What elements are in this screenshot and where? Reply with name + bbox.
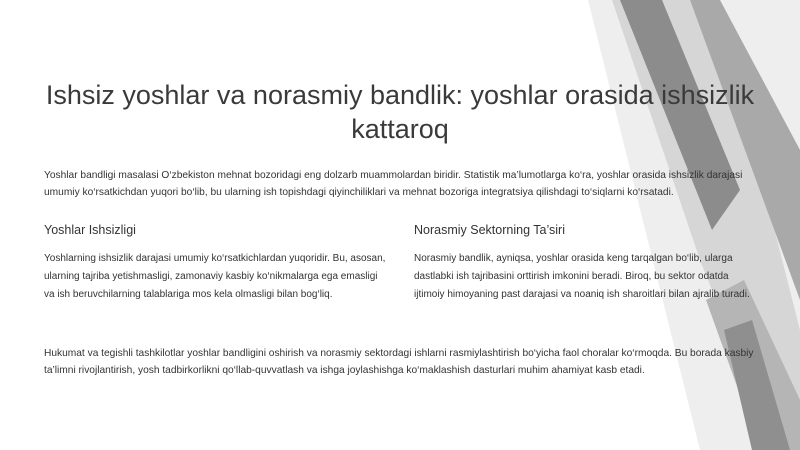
column-body: Norasmiy bandlik, ayniqsa, yoshlar orasida keng tarqalgan bo‘lib, ularga dastlabki ish tajribasini orttirish imkonini beradi. Biroq, bu sektor odatda ijtimoiy himoyaning past darajasi va noaniq ish sharoitlari bilan ajralib turadi.	[414, 253, 750, 300]
column-youth-unemployment	[44, 222, 387, 304]
column-body: Yoshlarning ishsizlik darajasi umumiy ko‘rsatkichlardan yuqoridir. Bu, asosan, ularning tajriba yetishmasligi, zamonaviy kasbiy ko‘nikmalarga ega emasligi va ish beruvchilarning talablariga mos kela olmasligi bilan bog‘liq.	[44, 253, 386, 300]
slide-title: Ishsiz yoshlar va norasmiy bandlik: yoshlar orasida ishsizlik kattaroq	[45, 80, 755, 144]
column-informal-sector	[414, 222, 757, 304]
column-heading: Norasmiy Sektorning Ta’siri	[414, 223, 565, 237]
column-heading: Yoshlar Ishsizligi	[44, 223, 136, 237]
closing-paragraph: Hukumat va tegishli tashkilotlar yoshlar bandligini oshirish va norasmiy sektordagi ishlarni rasmiylashtirish bo‘yicha faol choralar ko‘rmoqda. Bu borada kasbiy ta’limni rivojlantirish, yosh tadbirkorlikni qo‘llab-quvvatlash va ishga joylashishga ko‘maklashish dasturlari muhim ahamiyat kasb etadi.	[44, 348, 754, 376]
intro-paragraph: Yoshlar bandligi masalasi O‘zbekiston mehnat bozoridagi eng dolzarb muammolardan biridir. Statistik ma’lumotlarga ko‘ra, yoshlar orasida ishsizlik darajasi umumiy ko‘rsatkichdan yuqori bo‘lib, bu ularning ish topishdagi qiyinchiliklari va mehnat bozoriga integratsiya qilishdagi to‘siqlarni ko‘rsatadi.	[44, 170, 743, 198]
